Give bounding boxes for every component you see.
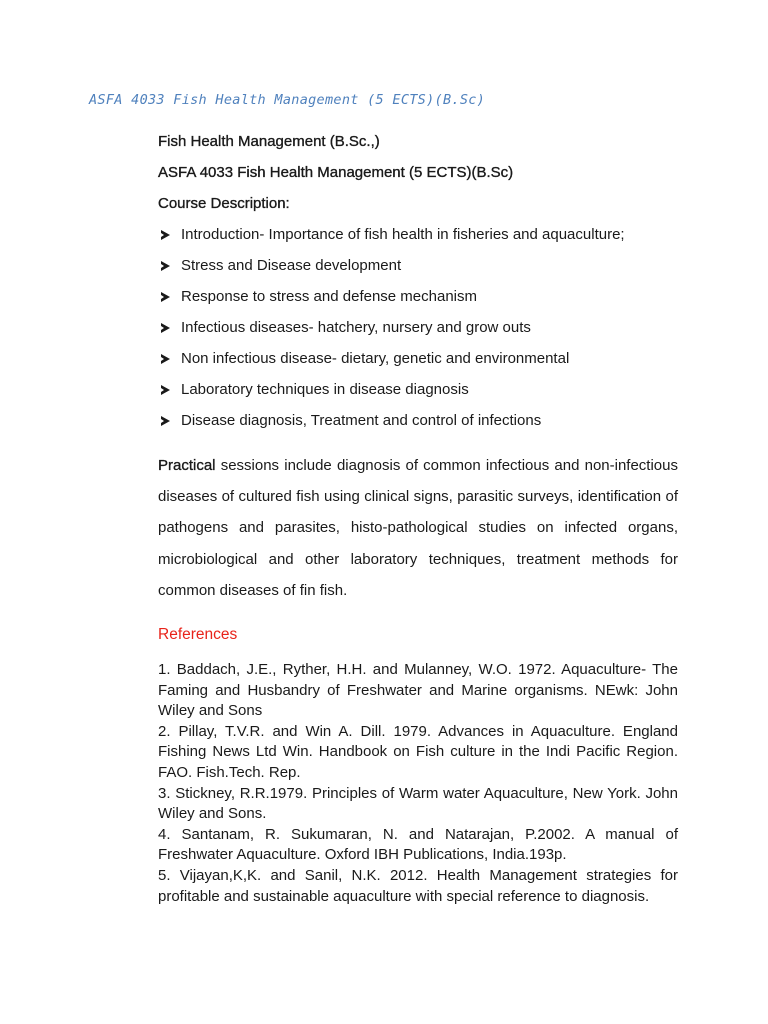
- list-item-text: Laboratory techniques in disease diagnosis: [181, 381, 469, 398]
- list-item-text: Introduction- Importance of fish health in fisheries and aquaculture;: [181, 226, 625, 243]
- references-list: [158, 660, 678, 907]
- list-item-text: Infectious diseases- hatchery, nursery and grow outs: [181, 319, 531, 336]
- list-item-text: Disease diagnosis, Treatment and control of infections: [181, 412, 542, 429]
- arrow-bullet-icon: [161, 323, 170, 333]
- course-title: Fish Health Management (B.Sc.,): [158, 133, 380, 150]
- document-content: [158, 126, 678, 907]
- list-item-text: Stress and Disease development: [181, 257, 402, 274]
- list-item: [158, 374, 678, 405]
- practical-body-text: sessions include diagnosis of common infectious and non-infectious diseases of cultured fish using clinical signs, parasitic surveys, identification of pathogens and parasites, histo-pathological studies on infected organs, microbiological and other laboratory techniques, treatment methods for common diseases of fin fish.: [158, 457, 678, 599]
- arrow-bullet-icon: [161, 230, 170, 240]
- list-item: [158, 250, 678, 281]
- reference-item: 2. Pillay, T.V.R. and Win A. Dill. 1979. Advances in Aquaculture. England Fishing News Ltd Win. Handbook on Fish culture in the Indi Pacific Region. FAO. Fish.Tech. Rep.: [158, 722, 678, 781]
- reference-item: 1. Baddach, J.E., Ryther, H.H. and Mulanney, W.O. 1972. Aquaculture- The Faming and Husbandry of Freshwater and Marine organisms. NEwk: John Wiley and Sons: [158, 661, 678, 720]
- arrow-bullet-icon: [161, 416, 170, 426]
- reference-item: 4. Santanam, R. Sukumaran, N. and Natarajan, P.2002. A manual of Freshwater Aquaculture. Oxford IBH Publications, India.193p.: [158, 825, 678, 864]
- list-item-text: Response to stress and defense mechanism: [181, 288, 477, 305]
- course-description-heading: Course Description:: [158, 195, 290, 212]
- practical-first-word: Practical: [158, 457, 216, 474]
- arrow-bullet-icon: [161, 354, 170, 364]
- course-topics-list: [158, 219, 678, 436]
- list-item: [158, 405, 678, 436]
- practical-sessions-paragraph: [158, 450, 678, 606]
- list-item: [158, 312, 678, 343]
- reference-item: 5. Vijayan,K,K. and Sanil, N.K. 2012. Health Management strategies for profitable and sustainable aquaculture with special reference to diagnosis.: [158, 866, 678, 905]
- arrow-bullet-icon: [161, 385, 170, 395]
- list-item-text: Non infectious disease- dietary, genetic and environmental: [181, 350, 570, 367]
- list-item: [158, 219, 678, 250]
- course-code-title: ASFA 4033 Fish Health Management (5 ECTS)(B.Sc): [158, 164, 514, 181]
- arrow-bullet-icon: [161, 261, 170, 271]
- list-item: [158, 343, 678, 374]
- document-header-title: ASFA 4033 Fish Health Management (5 ECTS)(B.Sc): [89, 92, 486, 108]
- reference-item: 3. Stickney, R.R.1979. Principles of Warm water Aquaculture, New York. John Wiley and Sons.: [158, 784, 678, 823]
- references-heading: References: [158, 626, 238, 644]
- list-item: [158, 281, 678, 312]
- arrow-bullet-icon: [161, 292, 170, 302]
